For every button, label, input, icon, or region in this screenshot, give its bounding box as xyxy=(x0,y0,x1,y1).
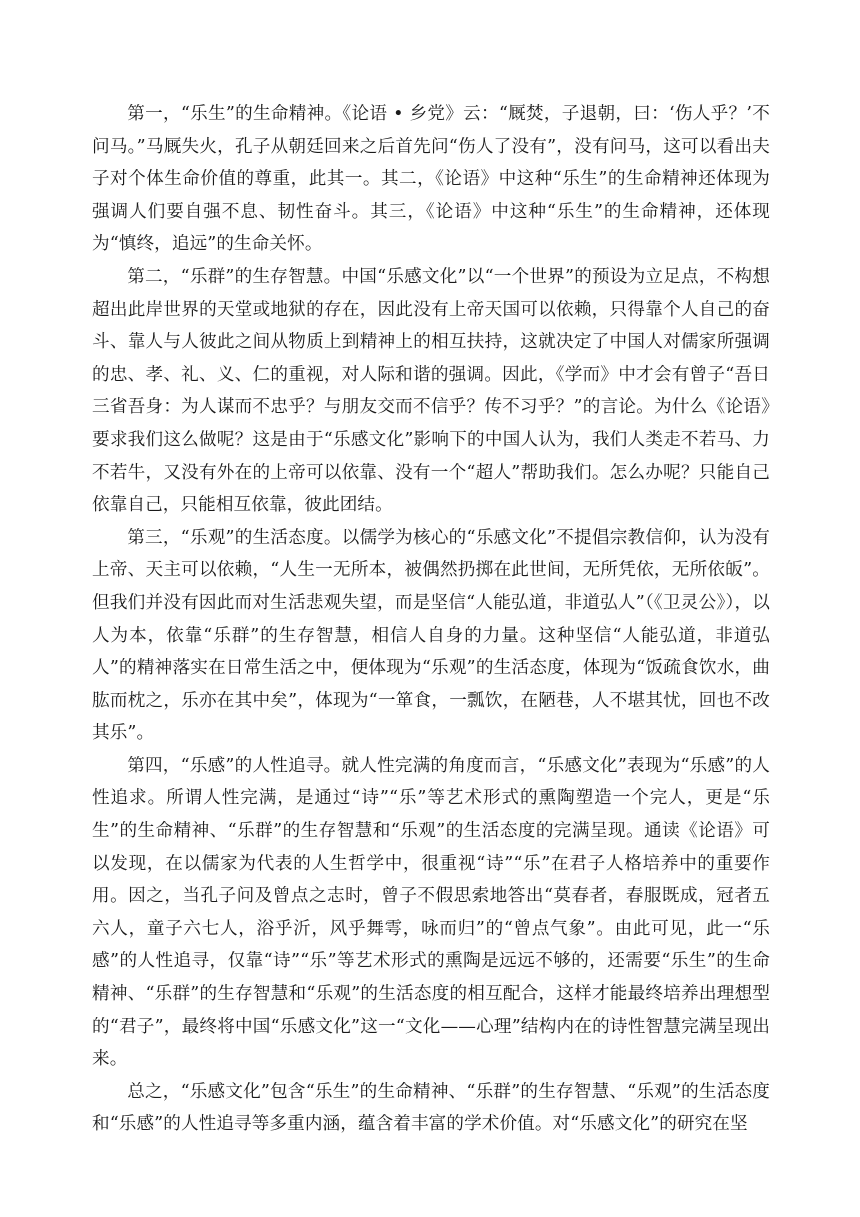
paragraph-first-leshen: 第一，“乐生”的生命精神。《论语 • 乡党》云：“厩焚，子退朝，曰：‘伤人乎？’不问马。”马厩失火，孔子从朝廷回来之后首先问“伤人了没有”，没有问马，这可以看出夫子对个体生命价值的尊重，此其一。其二，《论语》中这种“乐生”的生命精神还体现为强调人们要自强不息、韧性奋斗。其三，《论语》中这种“乐生”的生命精神，还体现为“慎终，追远”的生命关怀。 xyxy=(92,104,770,255)
paragraph-summary: 总之，“乐感文化”包含“乐生”的生命精神、“乐群”的生存智慧、“乐观”的生活态度和“乐感”的人性追寻等多重内涵，蕴含着丰富的学术价值。对“乐感文化”的研究在坚 xyxy=(92,1081,770,1135)
paragraph-fourth-legan: 第四，“乐感”的人性追寻。就人性完满的角度而言，“乐感文化”表现为“乐感”的人性追求。所谓人性完满，是通过“诗”“乐”等艺术形式的熏陶塑造一个完人，更是“乐生”的生命精神、“乐群”的生存智慧和“乐观”的生活态度的完满呈现。通读《论语》可以发现，在以儒家为代表的人生哲学中，很重视“诗”“乐”在君子人格培养中的重要作用。因之，当孔子问及曾点之志时，曾子不假思索地答出“莫春者，春服既成，冠者五六人，童子六七人，浴乎沂，风乎舞雩，咏而归”的“曾点气象”。由此可见，此一“乐感”的人性追寻，仅靠“诗”“乐”等艺术形式的熏陶是远远不够的，还需要“乐生”的生命精神、“乐群”的生存智慧和“乐观”的生活态度的相互配合，这样才能最终培养出理想型的“君子”，最终将中国“乐感文化”这一“文化——心理”结构内在的诗性智慧完满呈现出来。 xyxy=(92,755,770,1070)
paragraph-third-leguan: 第三，“乐观”的生活态度。以儒学为核心的“乐感文化”不提倡宗教信仰，认为没有上帝、天主可以依赖，“人生一无所本，被偶然扔掷在此世间，无所凭依，无所依皈”。但我们并没有因此而对生活悲观失望，而是坚信“人能弘道，非道弘人”（《卫灵公》），以人为本，依靠“乐群”的生存智慧，相信人自身的力量。这种坚信“人能弘道，非道弘人”的精神落实在日常生活之中，便体现为“乐观”的生活态度，体现为“饭疏食饮水，曲肱而枕之，乐亦在其中矣”，体现为“一箪食，一瓢饮，在陋巷，人不堪其忧，回也不改其乐”。 xyxy=(92,527,770,744)
paragraph-second-lequn: 第二，“乐群”的生存智慧。中国“乐感文化”以“一个世界”的预设为立足点，不构想超出此岸世界的天堂或地狱的存在，因此没有上帝天国可以依赖，只得靠个人自己的奋斗、靠人与人彼此之间从物质上到精神上的相互扶持，这就决定了中国人对儒家所强调的忠、孝、礼、义、仁的重视，对人际和谐的强调。因此，《学而》中才会有曾子“吾日三省吾身：为人谋而不忠乎？与朋友交而不信乎？传不习乎？”的言论。为什么《论语》要求我们这么做呢？这是由于“乐感文化”影响下的中国人认为，我们人类走不若马、力不若牛，又没有外在的上帝可以依靠、没有一个“超人”帮助我们。怎么办呢？只能自己依靠自己，只能相互依靠，彼此团结。 xyxy=(92,266,770,516)
document-page xyxy=(92,98,770,1141)
